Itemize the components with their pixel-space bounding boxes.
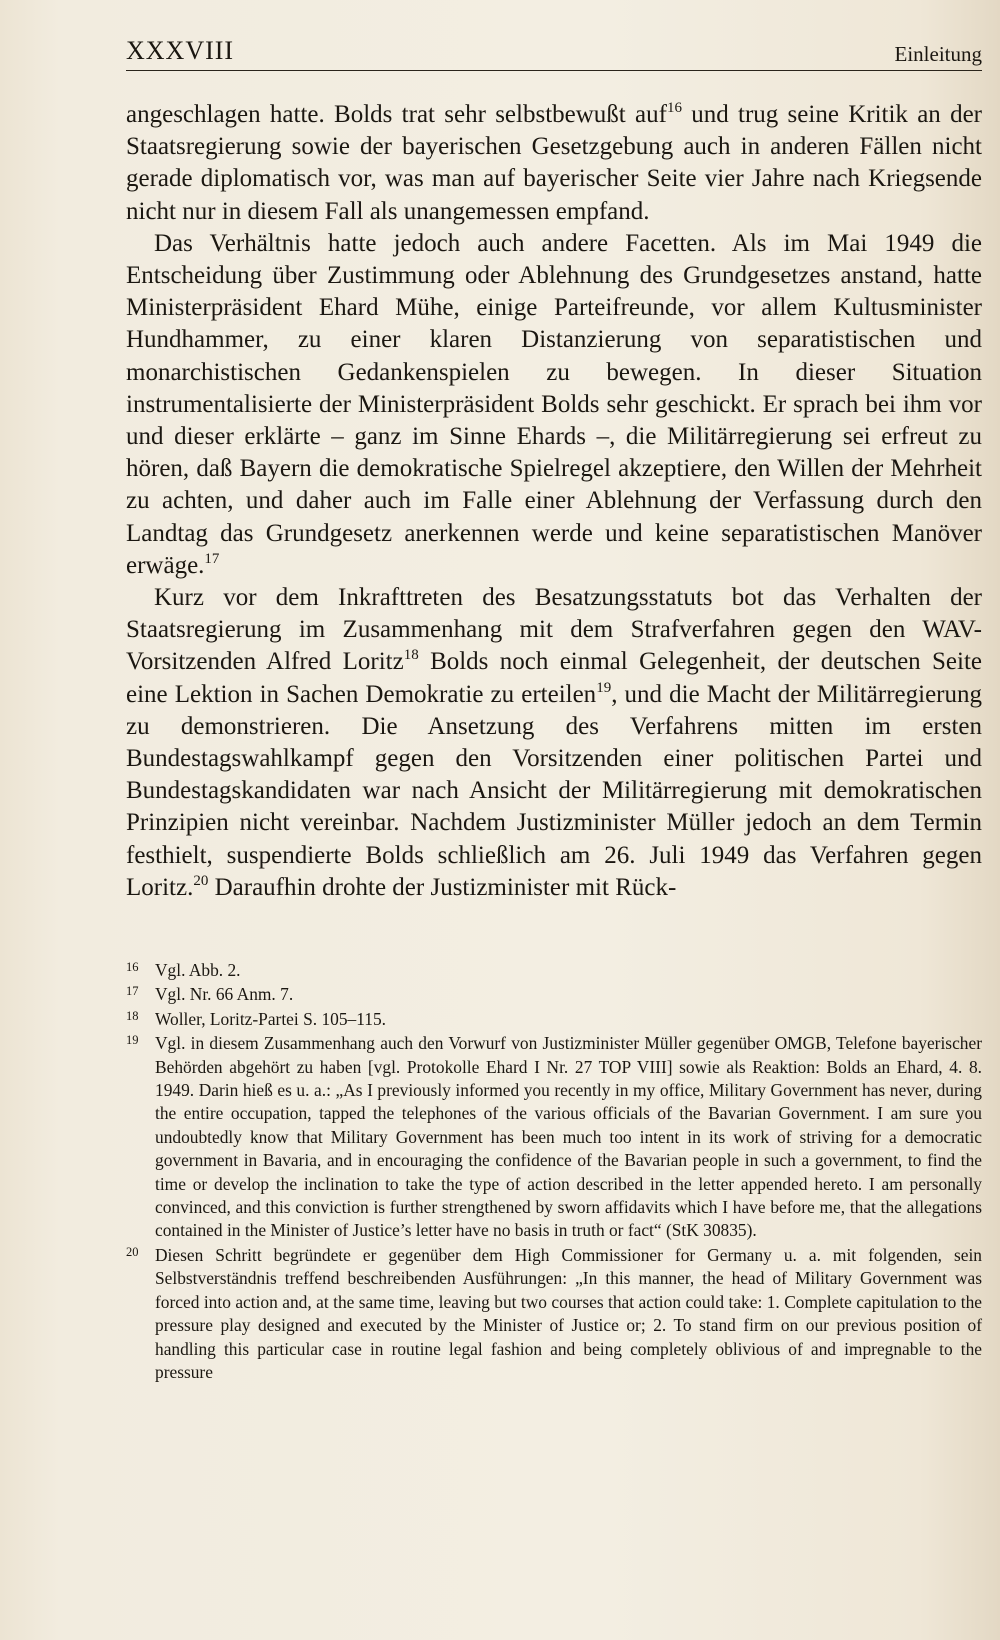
- footnote-16: [126, 959, 982, 982]
- footnote-18: [126, 1008, 982, 1031]
- main-text: [126, 99, 982, 904]
- footnote-17: [126, 983, 982, 1006]
- paragraph-2: Das Verhältnis hatte jedoch auch andere Facetten. Als im Mai 1949 die Entscheidung über Zustimmung oder Ablehnung des Grundgesetzes anstand, hatte Ministerpräsident Ehard Mühe, einige Parteifreunde, vor allem Kultusminister Hundhammer, zu einer klaren Distanzierung von separatistischen und monarchistischen Gedankenspielen zu bewegen. In dieser Situation instrumentalisierte der Ministerpräsident Bolds sehr geschickt. Er sprach bei ihm vor und dieser erklärte – ganz im Sinne Ehards –, die Militärregierung sei erfreut zu hören, daß Bayern die demokratische Spielregel akzeptiere, den Willen der Mehrheit zu achten, und daher auch im Falle einer Ablehnung der Verfassung durch den Landtag das Grundgesetz anerkennen werde und keine separatistischen Manöver erwäge.$^{17}$: [126, 229, 982, 579]
- footnote-number: 17: [126, 984, 139, 999]
- paragraph-1: angeschlagen hatte. Bolds trat sehr selbstbewußt auf$^{16}$ und trug seine Kritik an der Staatsregierung sowie der bayerischen Gesetzgebung auch in anderen Fällen nicht gerade diplomatisch vor, was man auf bayerischer Seite vier Jahre nach Kriegsende nicht nur in diesem Fall als unangemessen empfand.: [126, 100, 982, 225]
- footnote-ref-18[interactable]: 18: [403, 647, 419, 664]
- paragraph-3: Kurz vor dem Inkrafttreten des Besatzungsstatuts bot das Verhalten der Staatsregierung im Zusammenhang mit dem Strafverfahren gegen den WAV-Vorsitzenden Alfred Loritz$^{18}$ Bolds noch einmal Gelegenheit, der deutschen Seite eine Lektion in Sachen Demokratie zu erteilen$^{19}$, und die Macht der Militärregierung zu demonstrieren. Die Ansetzung des Verfahrens mitten im ersten Bundestagswahlkampf gegen den Vorsitzenden einer politischen Partei und Bundestagskandidaten war nach Ansicht der Militärregierung mit demokratischen Prinzipien nicht vereinbar. Nachdem Justizminister Müller jedoch an dem Termin festhielt, suspendierte Bolds schließlich am 26. Juli 1949 das Verfahren gegen Loritz.$^{20}$ Daraufhin drohte der Justizminister mit Rück-: [126, 584, 982, 901]
- footnote-19: [126, 1032, 982, 1243]
- footnote-text: Diesen Schritt begründete er gegenüber dem High Commissioner for Germany u. a. mit folgenden, sein Selbstverständnis treffend beschreibenden Ausführungen: „In this manner, the head of Military Government was forced into action and, at the same time, leaving but two courses that action could take: 1. Complete capitulation to the pressure play designed and executed by the Minister of Justice or; 2. To stand firm on our previous position of handling this particular case in routine legal fashion and being completely oblivious of and impregnable to the pressure: [155, 1244, 982, 1382]
- footnotes: [126, 959, 982, 1385]
- footnote-text: Woller, Loritz-Partei S. 105–115.: [155, 1008, 387, 1029]
- footnote-20: [126, 1244, 982, 1384]
- footnote-ref-20[interactable]: 20: [193, 872, 209, 889]
- footnote-number: 19: [126, 1033, 139, 1048]
- running-title: Einleitung: [894, 42, 982, 66]
- footnote-number: 20: [126, 1244, 139, 1259]
- footnote-number: 18: [126, 1008, 139, 1023]
- footnote-number: 16: [126, 960, 139, 974]
- page-number: XXXVIII: [126, 36, 235, 65]
- footnote-text: Vgl. in diesem Zusammenhang auch den Vorwurf von Justizminister Müller gegenüber OMGB, Telefone bayerischer Behörden abgehört zu haben [vgl. Protokolle Ehard I Nr. 27 TOP VIII] sowie als Reaktion: Bolds an Ehard, 4. 8. 1949. Darin hieß es u. a.: „As I previously informed you recently in my office, Military Government has never, during the entire occupation, tapped the telephones of the various officials of the Bavarian Government. I am sure you undoubtedly know that Military Government has been much too intent in its work of striving for a democratic government in Bavaria, and in encouraging the confidence of the Bavarian people in such a government, to find the time or develop the inclination to take the type of action described in the letter appended hereto. I am personally convinced, and this conviction is further strengthened by sworn affidavits which I have before me, that the allegations contained in the Minister of Justice’s letter have no basis in truth or fact“ (StK 30835).: [155, 1033, 982, 1241]
- footnote-ref-16[interactable]: 16: [666, 100, 682, 116]
- footnote-ref-17[interactable]: 17: [204, 550, 220, 567]
- page-header: [126, 34, 982, 71]
- footnote-ref-19[interactable]: 19: [596, 679, 612, 696]
- footnote-text: Vgl. Nr. 66 Anm. 7.: [155, 984, 294, 1005]
- footnote-text: Vgl. Abb. 2.: [155, 960, 241, 980]
